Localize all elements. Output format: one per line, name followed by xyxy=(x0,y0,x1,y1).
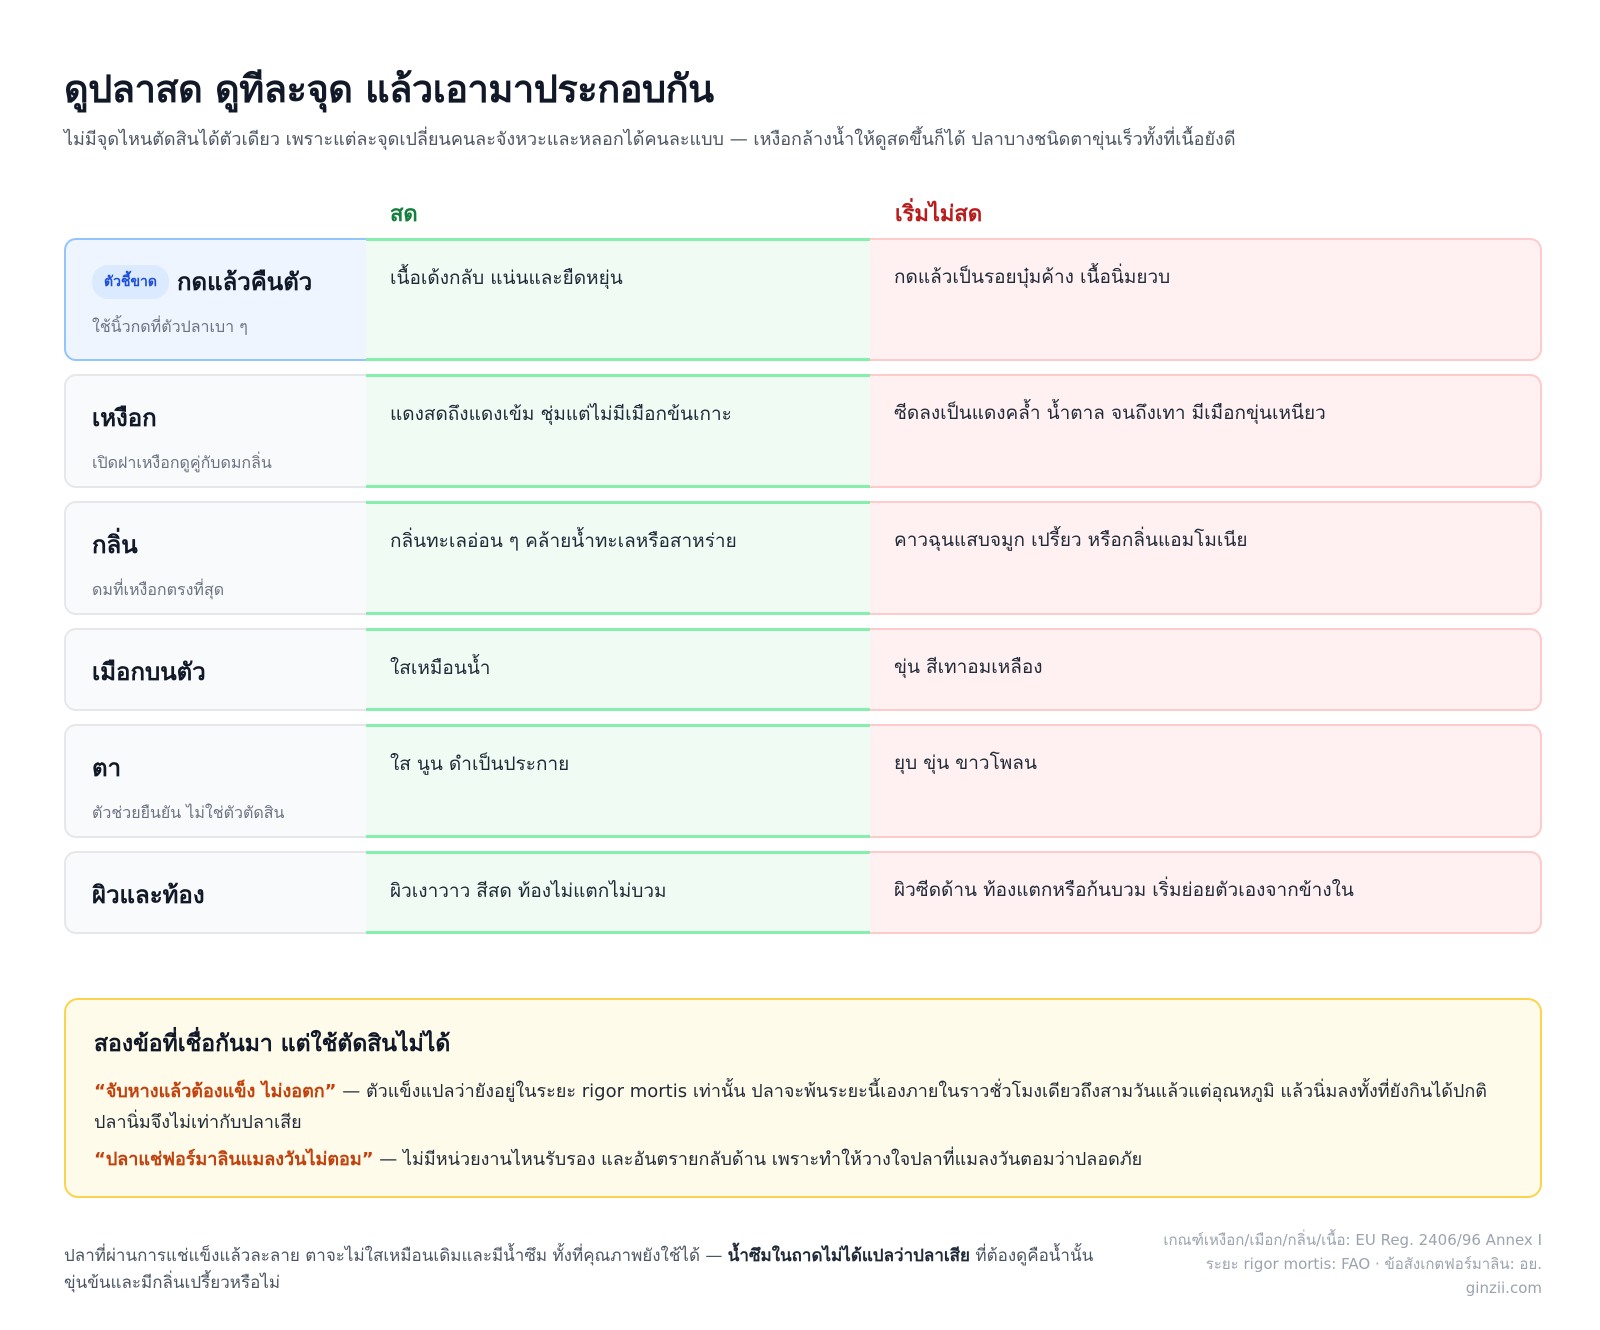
myths-callout xyxy=(64,998,1542,1198)
stale-description: คาวฉุนแสบจมูก เปรี้ยว หรือกลิ่นแอมโมเนีย xyxy=(894,529,1248,551)
footer-text: ปลาที่ผ่านการแช่แข็งแล้วละลาย ตาจะไม่ใสเหมือนเดิมและมีน้ำซึม ทั้งที่คุณภาพยังใช้ได้ — xyxy=(64,1246,728,1266)
criterion-note: ดมที่เหงือกตรงที่สุด xyxy=(92,580,225,599)
criterion-cell xyxy=(64,238,366,361)
criterion-cell xyxy=(64,851,366,934)
stale-description: กดแล้วเป็นรอยบุ๋มค้าง เนื้อนิ่มยวบ xyxy=(894,266,1171,288)
column-header-stale: เริ่มไม่สด xyxy=(895,202,983,227)
sources xyxy=(1122,1228,1542,1300)
myth-quote: “จับหางแล้วต้องแข็ง ไม่งอตก” xyxy=(94,1081,337,1102)
criterion-name: กดแล้วคืนตัว xyxy=(176,268,313,296)
fresh-description: ใสเหมือนน้ำ xyxy=(390,657,491,679)
column-header-fresh: สด xyxy=(390,202,418,227)
criteria-row-gills xyxy=(64,374,1542,488)
criterion-note: ตัวช่วยยืนยัน ไม่ใช่ตัวตัดสิน xyxy=(92,803,285,822)
fresh-cell xyxy=(366,724,870,838)
fresh-description: เนื้อเด้งกลับ แน่นและยืดหยุ่น xyxy=(390,267,623,289)
myth-item xyxy=(94,1076,1512,1138)
footer-note xyxy=(64,1243,1104,1297)
myth-quote: “ปลาแช่ฟอร์มาลินแมลงวันไม่ตอม” xyxy=(94,1149,374,1170)
stale-description: ซีดลงเป็นแดงคล้ำ น้ำตาล จนถึงเทา มีเมือกขุ่นเหนียว xyxy=(894,402,1326,424)
stale-description: ผิวซีดด้าน ท้องแตกหรือก้นบวม เริ่มย่อยตัวเองจากข้างใน xyxy=(894,879,1354,901)
fresh-description: กลิ่นทะเลอ่อน ๆ คล้ายน้ำทะเลหรือสาหร่าย xyxy=(390,530,737,552)
fresh-description: แดงสดถึงแดงเข้ม ชุ่มแต่ไม่มีเมือกข้นเกาะ xyxy=(390,403,732,425)
criterion-name: ตา xyxy=(92,754,122,782)
page-subtitle: ไม่มีจุดไหนตัดสินได้ตัวเดียว เพราะแต่ละจุดเปลี่ยนคนละจังหวะและหลอกได้คนละแบบ — เหงือกล้างน้ำให้ดูสดขึ้นก็ได้ ปลาบางชนิดตาขุ่นเร็วทั้งที่เนื้อยังดี xyxy=(64,129,1236,150)
criterion-name: เมือกบนตัว xyxy=(92,658,206,686)
fresh-cell xyxy=(366,501,870,615)
myth-explanation: — ตัวแข็งแปลว่ายังอยู่ในระยะ rigor mortis เท่านั้น ปลาจะพ้นระยะนี้เองภายในราวชั่วโมงเดียวถึงสามวันแล้วแต่อุณหภูมิ แล้วนิ่มลงทั้งที่ยังกินได้ปกติ ปลานิ่มจึงไม่เท่ากับปลาเสีย xyxy=(94,1081,1487,1133)
site-credit: ginzii.com xyxy=(1465,1279,1542,1297)
myth-item xyxy=(94,1144,1512,1175)
stale-cell xyxy=(870,724,1542,838)
stale-cell xyxy=(870,851,1542,934)
criterion-note: ใช้นิ้วกดที่ตัวปลาเบา ๆ xyxy=(92,317,248,336)
criterion-name: เหงือก xyxy=(92,404,157,432)
fresh-cell xyxy=(366,851,870,934)
fresh-description: ผิวเงาวาว สีสด ท้องไม่แตกไม่บวม xyxy=(390,880,667,902)
criterion-cell xyxy=(64,501,366,615)
stale-description: ยุบ ขุ่น ขาวโพลน xyxy=(894,752,1037,774)
criterion-note: เปิดฝาเหงือกดูคู่กับดมกลิ่น xyxy=(92,453,272,472)
criteria-row-press xyxy=(64,238,1542,361)
criteria-row-smell xyxy=(64,501,1542,615)
stale-cell xyxy=(870,628,1542,711)
page-title: ดูปลาสด ดูทีละจุด แล้วเอามาประกอบกัน xyxy=(64,67,714,111)
stale-description: ขุ่น สีเทาอมเหลือง xyxy=(894,656,1043,678)
criterion-cell xyxy=(64,374,366,488)
stale-cell xyxy=(870,501,1542,615)
fresh-cell xyxy=(366,238,870,361)
myths-title: สองข้อที่เชื่อกันมา แต่ใช้ตัดสินไม่ได้ xyxy=(94,1031,451,1057)
criterion-name: กลิ่น xyxy=(92,531,138,559)
source-line: เกณฑ์เหงือก/เมือก/กลิ่น/เนื้อ: EU Reg. 2406/96 Annex I xyxy=(1163,1231,1542,1249)
footer-text-end: ที่ต้องดูคือน้ำนั้นขุ่นข้นและมีกลิ่นเปรี้ยวหรือไม่ xyxy=(64,1246,1094,1293)
criterion-name: ผิวและท้อง xyxy=(92,881,205,909)
source-line: ระยะ rigor mortis: FAO · ข้อสังเกตฟอร์มาลิน: อย. xyxy=(1205,1255,1542,1273)
stale-cell xyxy=(870,374,1542,488)
fresh-description: ใส นูน ดำเป็นประกาย xyxy=(390,753,570,775)
criteria-row-slime xyxy=(64,628,1542,711)
criterion-cell xyxy=(64,628,366,711)
criterion-cell xyxy=(64,724,366,838)
fresh-cell xyxy=(366,374,870,488)
myth-explanation: — ไม่มีหน่วยงานไหนรับรอง และอันตรายกลับด้าน เพราะทำให้วางใจปลาที่แมลงวันตอมว่าปลอดภัย xyxy=(373,1149,1143,1170)
criteria-row-skin xyxy=(64,851,1542,934)
stale-cell xyxy=(870,238,1542,361)
fresh-cell xyxy=(366,628,870,711)
footer-emphasis: น้ำซึมในถาดไม่ได้แปลว่าปลาเสีย xyxy=(727,1246,971,1266)
decisive-badge: ตัวชี้ขาด xyxy=(92,265,169,299)
criteria-row-eyes xyxy=(64,724,1542,838)
